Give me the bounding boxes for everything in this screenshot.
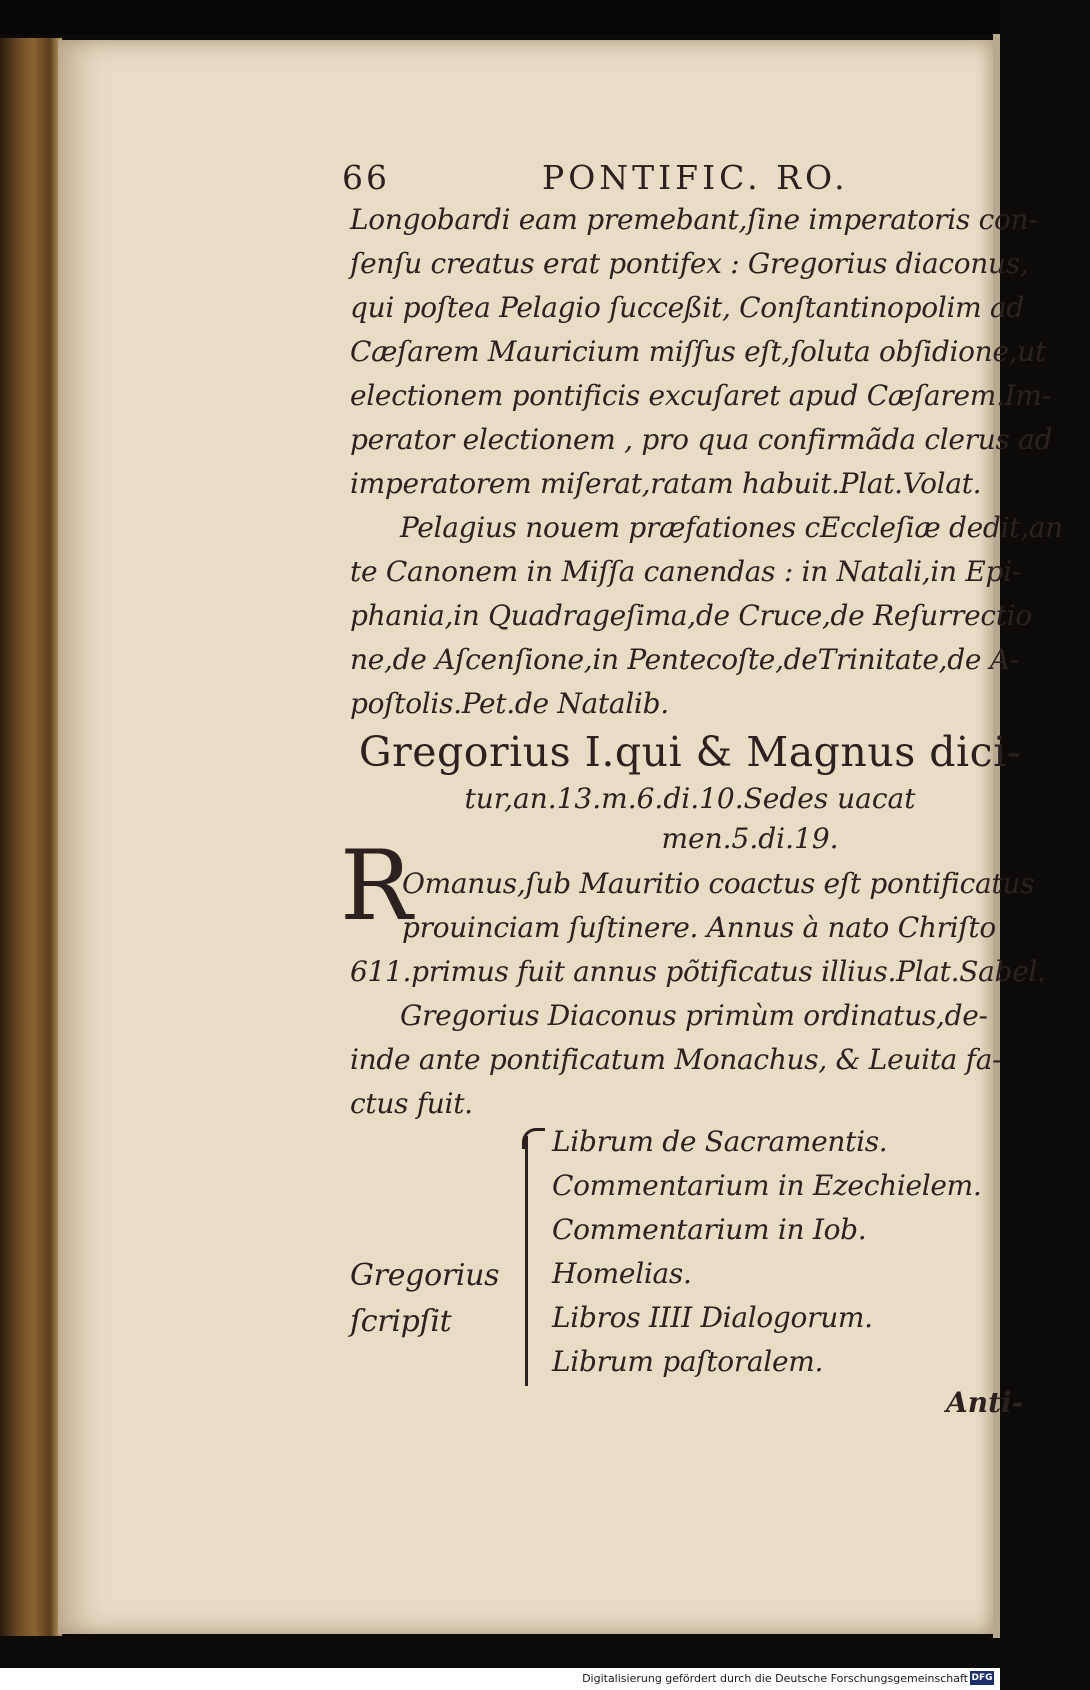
text-line: Omanus,ſub Mauritio coactus eſt pontificatus [402, 867, 1035, 900]
paragraph-1 [350, 198, 1053, 506]
text-line: Cæſarem Mauricium miſſus eſt,ſoluta obſidione,ut [350, 335, 1046, 368]
section-heading: Gregorius I.qui & Magnus dici- [358, 728, 1022, 776]
list-item: Librum paſtoralem. [552, 1345, 824, 1378]
text-line: ſcripſit [350, 1304, 452, 1339]
book-page [58, 40, 1063, 1634]
works-label [350, 1253, 520, 1345]
list-item: Commentarium in Iob. [552, 1213, 867, 1246]
text-line: te Canonem in Miſſa canendas : in Natali,in Epi- [350, 555, 1021, 588]
text-line: poſtolis.Pet.de Natalib. [350, 687, 669, 720]
text-line: ne,de Aſcenſione,in Pentecoſte,deTrinitate,de A- [350, 643, 1019, 676]
catchword: Anti- [946, 1386, 1024, 1419]
text-line: Gregorius [350, 1258, 500, 1293]
list-item: Librum de Sacramentis. [552, 1125, 888, 1158]
list-item: Homelias. [552, 1257, 692, 1290]
section-subheading: tur,an.13.m.6.di.10.Sedes uacat [464, 782, 916, 815]
dfg-logo: DFG [971, 1673, 993, 1683]
text-line: ſenſu creatus erat pontifex : Gregorius diaconus, [350, 247, 1029, 280]
list-item: Commentarium in Ezechielem. [552, 1169, 982, 1202]
scan-top-edge [0, 0, 1000, 34]
page-header [342, 158, 1030, 198]
text-line: inde ante pontificatum Monachus, & Leuita fa- [350, 1043, 1002, 1076]
paragraph-2 [350, 506, 1063, 726]
works-list [552, 1120, 1022, 1384]
text-line: 611.primus fuit annus põtificatus illius.Plat.Sabel. [350, 955, 1046, 988]
paragraph-4 [350, 994, 1030, 1126]
text-line: qui poſtea Pelagio ſucceßit, Conſtantinopolim ad [350, 291, 1024, 324]
text-line: Pelagius nouem præfationes cEccleſiæ dedit,an [400, 511, 1063, 544]
text-line: ctus fuit. [350, 1087, 473, 1120]
text-line: imperatorem miſerat,ratam habuit.Plat.Volat. [350, 467, 982, 500]
digitization-footer [0, 1668, 1000, 1690]
paragraph-3 [350, 862, 1046, 994]
book-spine [0, 38, 62, 1636]
list-item: Libros IIII Dialogorum. [552, 1301, 873, 1334]
text-line: Gregorius Diaconus primùm ordinatus,de- [400, 999, 988, 1032]
text-line: phania,in Quadrageſima,de Cruce,de Reſurrectio [350, 599, 1032, 632]
running-title: PONTIFIC. RO. [542, 158, 849, 197]
text-line: prouinciam ſuſtinere. Annus à nato Chriſto [402, 911, 996, 944]
text-line: perator electionem , pro qua confirmãda clerus ad [350, 423, 1053, 456]
curly-bracket [525, 1136, 552, 1386]
drop-capital: R [340, 830, 413, 942]
section-subheading: men.5.di.19. [661, 822, 839, 855]
text-line: Longobardi eam premebant,ſine imperatoris con- [350, 203, 1038, 236]
page-number: 66 [342, 158, 390, 197]
funding-credit: Digitalisierung gefördert durch die Deutsche Forschungsgemeinschaft [582, 1672, 968, 1685]
text-line: electionem pontificis excuſaret apud Cæſarem.Im- [350, 379, 1051, 412]
